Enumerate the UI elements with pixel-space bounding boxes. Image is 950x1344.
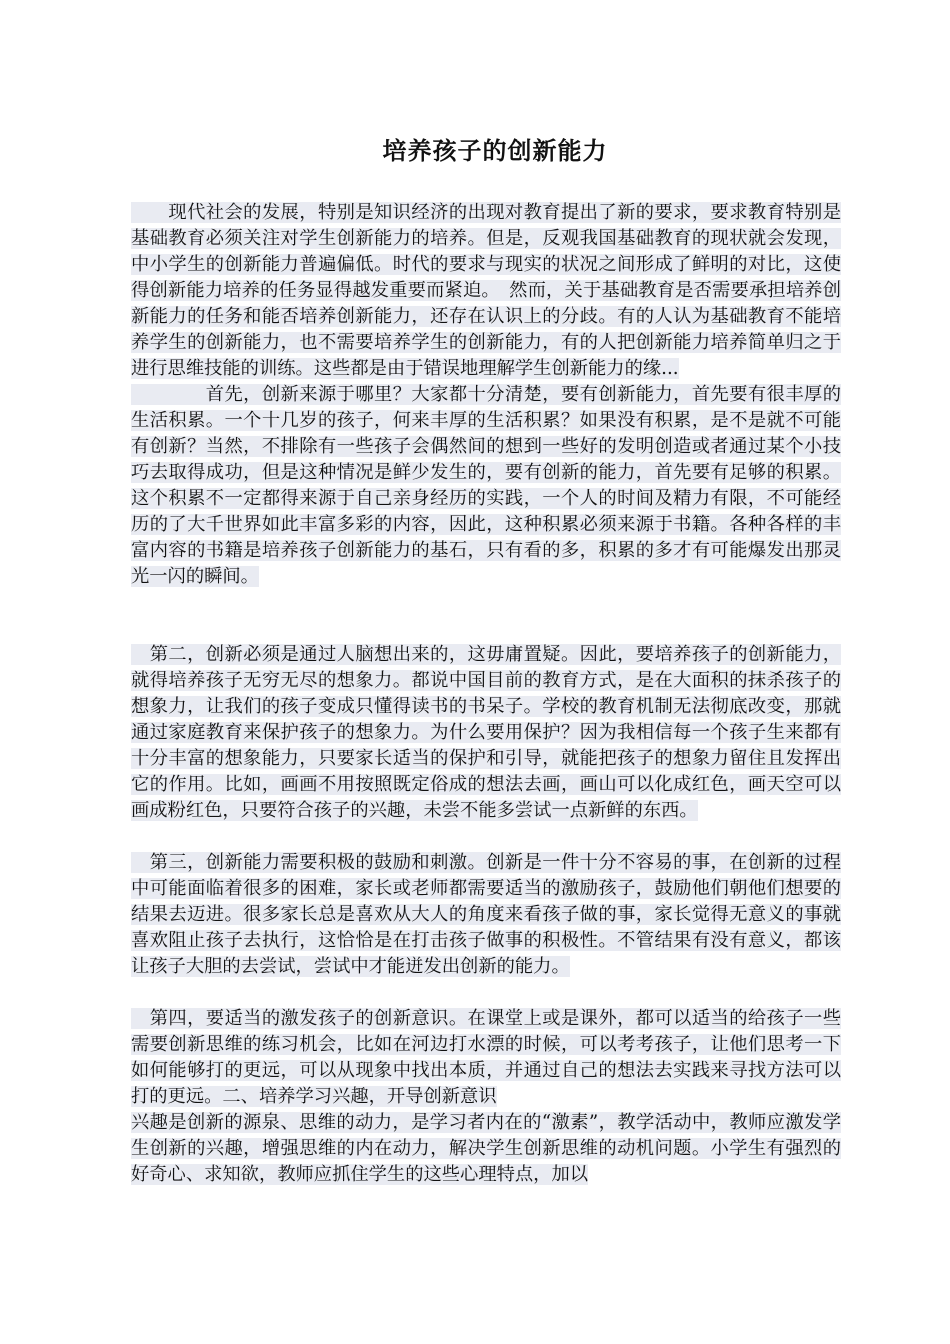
paragraph-intro <box>131 200 841 382</box>
paragraph-fourth-text: 第四，要适当的激发孩子的创新意识。在课堂上或是课外，都可以适当的给孩子一些需要创新思维的练习机会，比如在河边打水漂的时候，可以考考孩子，让他们思考一下如何能够打的更远，可以从现象中找出本质，并通过自己的想法去实践来寻找方法可以打的更远。二、培养学习兴趣，开导创新意识 <box>131 1008 841 1107</box>
paragraph-interest <box>131 1110 841 1188</box>
document-title: 培养孩子的创新能力 <box>382 136 608 165</box>
paragraph-gap <box>131 824 841 850</box>
paragraph-second-text: 第二，创新必须是通过人脑想出来的，这毋庸置疑。因此，要培养孩子的创新能力，就得培养孩子无穷无尽的想象力。都说中国目前的教育方式，是在大面积的抹杀孩子的想象力，让我们的孩子变成只懂得读书的书呆子。学校的教育机制无法彻底改变，那就通过家庭教育来保护孩子的想象力。为什么要用保护？因为我相信每一个孩子生来都有十分丰富的想象能力，只要家长适当的保护和引导，就能把孩子的想象力留住且发挥出它的作用。比如，画画不用按照既定俗成的想法去画，画山可以化成红色，画天空可以画成粉红色，只要符合孩子的兴趣，未尝不能多尝试一点新鲜的东西。 <box>131 644 841 821</box>
document-body <box>131 200 841 1188</box>
paragraph-third <box>131 850 841 980</box>
paragraph-intro-text: 现代社会的发展，特别是知识经济的出现对教育提出了新的要求，要求教育特别是基础教育必须关注对学生创新能力的培养。但是，反观我国基础教育的现状就会发现，中小学生的创新能力普遍偏低。时代的要求与现实的状况之间形成了鲜明的对比，这使得创新能力培养的任务显得越发重要而紧迫。 然而，关于基础教育是否需要承担培养创新能力的任务和能否培养创新能力，还存在认识上的分歧。有的人认为基础教育不能培养学生的创新能力，也不需要培养学生的创新能力，有的人把创新能力培养简单归之于进行思维技能的训练。这些都是由于错误地理解学生创新能力的缘... <box>131 202 841 379</box>
paragraph-third-text: 第三，创新能力需要积极的鼓励和刺激。创新是一件十分不容易的事，在创新的过程中可能面临着很多的困难，家长或老师都需要适当的激励孩子，鼓励他们朝他们想要的结果去迈进。很多家长总是喜欢从大人的角度来看孩子做的事，家长觉得无意义的事就喜欢阻止孩子去执行，这恰恰是在打击孩子做事的积极性。不管结果有没有意义，都该让孩子大胆的去尝试，尝试中才能迸发出创新的能力。 <box>131 852 841 977</box>
paragraph-gap <box>131 980 841 1006</box>
paragraph-second <box>131 642 841 824</box>
paragraph-first-text: 首先，创新来源于哪里？大家都十分清楚，要有创新能力，首先要有很丰厚的生活积累。一个十几岁的孩子，何来丰厚的生活积累？如果没有积累，是不是就不可能有创新？当然，不排除有一些孩子会偶然间的想到一些好的发明创造或者通过某个小技巧去取得成功，但是这种情况是鲜少发生的，要有创新的能力，首先要有足够的积累。这个积累不一定都得来源于自己亲身经历的实践，一个人的时间及精力有限，不可能经历的了大千世界如此丰富多彩的内容，因此，这种积累必须来源于书籍。各种各样的丰富内容的书籍是培养孩子创新能力的基石，只有看的多，积累的多才有可能爆发出那灵光一闪的瞬间。 <box>131 384 841 587</box>
paragraph-fourth <box>131 1006 841 1110</box>
paragraph-gap <box>131 590 841 642</box>
paragraph-first <box>131 382 841 590</box>
paragraph-interest-text: 兴趣是创新的源泉、思维的动力，是学习者内在的“激素”，教学活动中，教师应激发学生创新的兴趣，增强思维的内在动力，解决学生创新思维的动机问题。小学生有强烈的好奇心、求知欲，教师应抓住学生的这些心理特点，加以 <box>131 1112 841 1185</box>
